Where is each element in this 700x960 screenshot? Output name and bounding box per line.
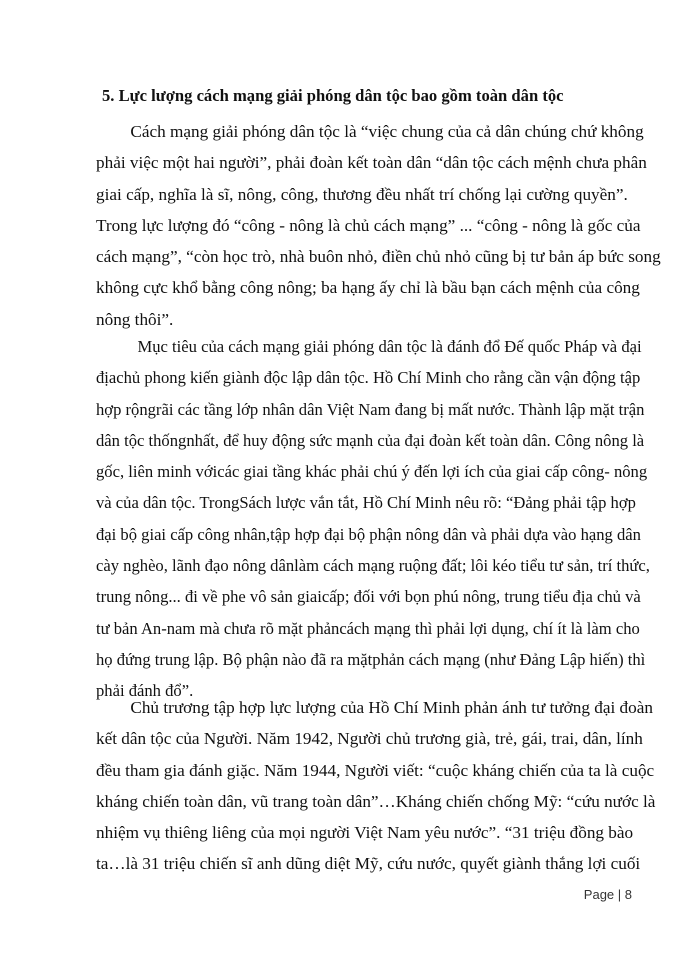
paragraph-line: Chủ trương tập hợp lực lượng của Hồ Chí Minh phản ánh tư tưởng đại đoàn [96,698,653,717]
paragraph-line: kết dân tộc của Người. Năm 1942, Người chủ trương già, trẻ, gái, trai, dân, lính [96,729,643,749]
paragraph-2 [96,331,650,707]
paragraph-line: địachủ phong kiến giành độc lập dân tộc. Hồ Chí Minh cho rằng cần vận động tập [96,368,641,388]
paragraph-line: dân tộc thốngnhất, để huy động sức mạnh của đại đoàn kết toàn dân. Công nông là [96,430,645,450]
paragraph-line: không cực khổ bằng công nông; ba hạng ấy chỉ là bầu bạn cách mệnh của công [96,278,640,298]
paragraph-line: cày nghèo, lãnh đạo nông dânlàm cách mạng ruộng đất; lôi kéo tiểu tư sản, trí thức, [96,556,650,576]
paragraph-line: trung nông... đi về phe vô sản giaicấp; đối với bọn phú nông, trung tiểu địa chủ và [96,587,641,607]
paragraph-line: giai cấp, nghĩa là sĩ, nông, công, thương đều nhất trí chống lại cường quyền”. [96,184,628,204]
paragraph-line: đại bộ giai cấp công nhân,tập hợp đại bộ phận nông dân và phải dựa vào hạng dân [96,524,641,544]
section-heading: 5. Lực lượng cách mạng giải phóng dân tộc bao gồm toàn dân tộc [102,86,564,105]
paragraph-line: Trong lực lượng đó “công - nông là chủ cách mạng” ... “công - nông là gốc của [96,215,641,235]
paragraph-line: họ đứng trung lập. Bộ phận nào đã ra mặtphản cách mạng (như Đảng Lập hiến) thì [96,649,646,669]
paragraph-line: và của dân tộc. TrongSách lược vắn tắt, Hồ Chí Minh nêu rõ: “Đảng phải tập hợp [96,493,636,513]
paragraph-line: Cách mạng giải phóng dân tộc là “việc chung của cả dân chúng chứ không [96,122,644,141]
paragraph-line: Mục tiêu của cách mạng giải phóng dân tộc là đánh đổ Đế quốc Pháp và đại [96,337,642,356]
paragraph-line: gốc, liên minh vớicác giai tầng khác phải chú ý đến lợi ích của giai cấp công- nông [96,462,648,482]
paragraph-line: ta…là 31 triệu chiến sĩ anh dũng diệt Mỹ, cứu nước, quyết giành thắng lợi cuối [96,854,641,874]
paragraph-line: phải việc một hai người”, phải đoàn kết toàn dân “dân tộc cách mệnh chưa phân [96,153,647,173]
page-number-footer: Page | 8 [583,887,632,902]
paragraph-line: cách mạng”, “còn học trò, nhà buôn nhỏ, điền chủ nhỏ cũng bị tư bản áp bức song [96,247,661,267]
paragraph-3 [96,692,656,880]
paragraph-line: đều tham gia đánh giặc. Năm 1944, Người viết: “cuộc kháng chiến của ta là cuộc [96,760,655,780]
paragraph-line: phải đánh đổ”. [96,681,194,701]
paragraph-line: tư bản An-nam mà chưa rõ mặt phảncách mạng thì phải lợi dụng, chí ít là làm cho [96,618,640,638]
paragraph-line: kháng chiến toàn dân, vũ trang toàn dân”…Kháng chiến chống Mỹ: “cứu nước là [96,791,656,811]
paragraph-1 [96,116,661,335]
paragraph-line: hợp rộngrãi các tầng lớp nhân dân Việt Nam đang bị mất nước. Thành lập mặt trận [96,399,645,419]
paragraph-line: nông thôi”. [96,309,174,329]
paragraph-line: nhiệm vụ thiêng liêng của mọi người Việt Nam yêu nước”. “31 triệu đồng bào [96,823,634,843]
